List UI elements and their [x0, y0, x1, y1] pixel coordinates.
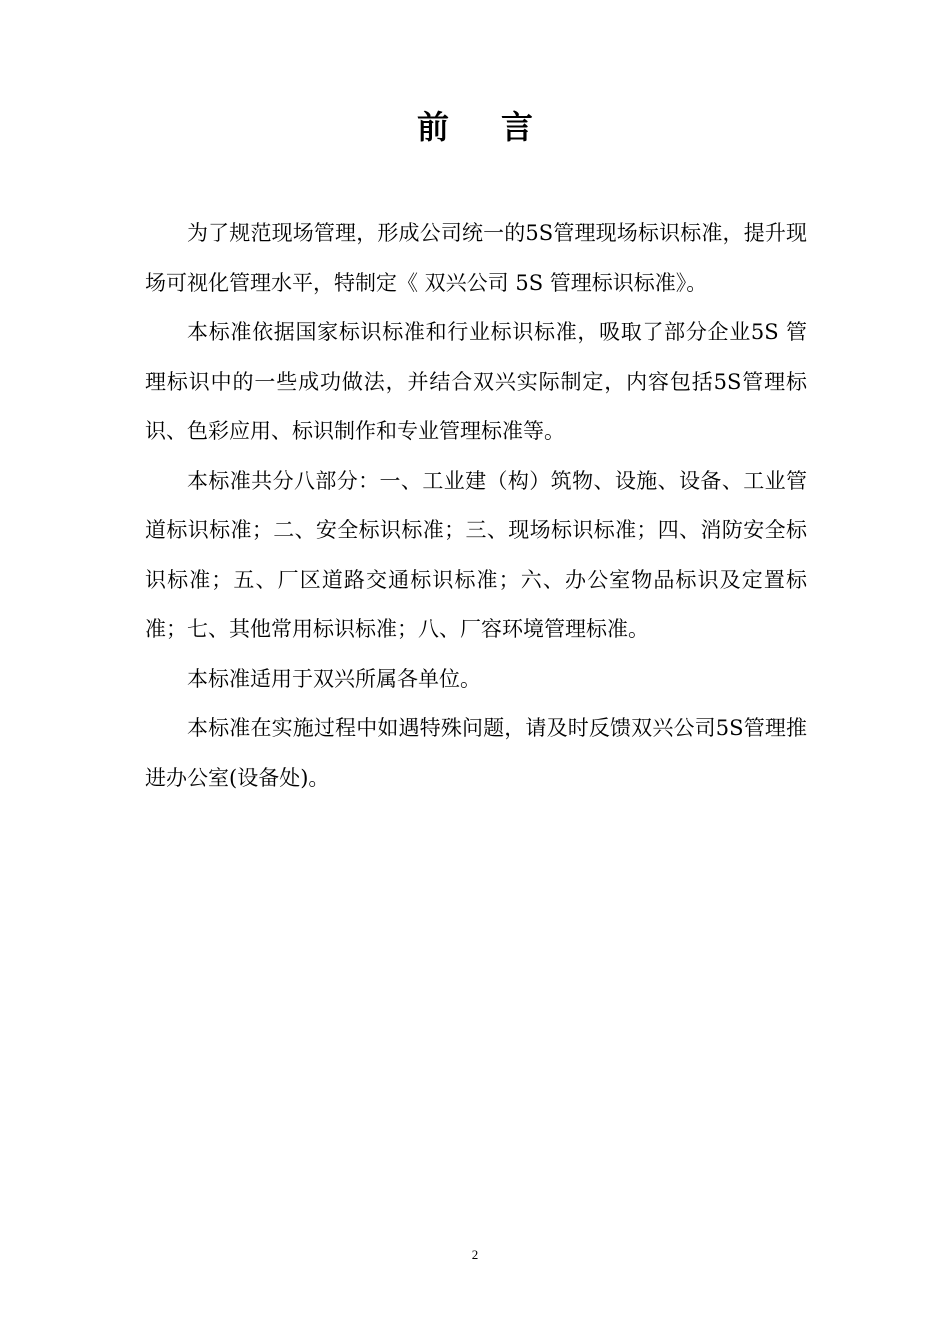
preface-body — [145, 209, 807, 803]
paragraph-feedback: 本标准在实施过程中如遇特殊问题，请及时反馈双兴公司5S管理推进办公室(设备处)。 — [145, 716, 807, 790]
paragraph-scope: 本标准适用于双兴所属各单位。 — [187, 666, 481, 691]
page-number: 2 — [471, 1247, 479, 1262]
paragraph-basis: 本标准依据国家标识标准和行业标识标准，吸取了部分企业5S 管理标识中的一些成功做法，并结合双兴实际制定，内容包括5S管理标识、色彩应用、标识制作和专业管理标准等。 — [145, 320, 807, 443]
paragraph-purpose: 为了规范现场管理，形成公司统一的5S管理现场标识标准，提升现场可视化管理水平，特制定《 双兴公司 5S 管理标识标准》。 — [145, 221, 807, 295]
page-title: 前言 — [416, 108, 585, 146]
paragraph-structure: 本标准共分八部分：一、工业建（构）筑物、设施、设备、工业管道标识标准；二、安全标识标准；三、现场标识标准；四、消防安全标识标准；五、厂区道路交通标识标准；六、办公室物品标识及定置标准；七、其他常用标识标准；八、厂容环境管理标准。 — [145, 468, 807, 641]
